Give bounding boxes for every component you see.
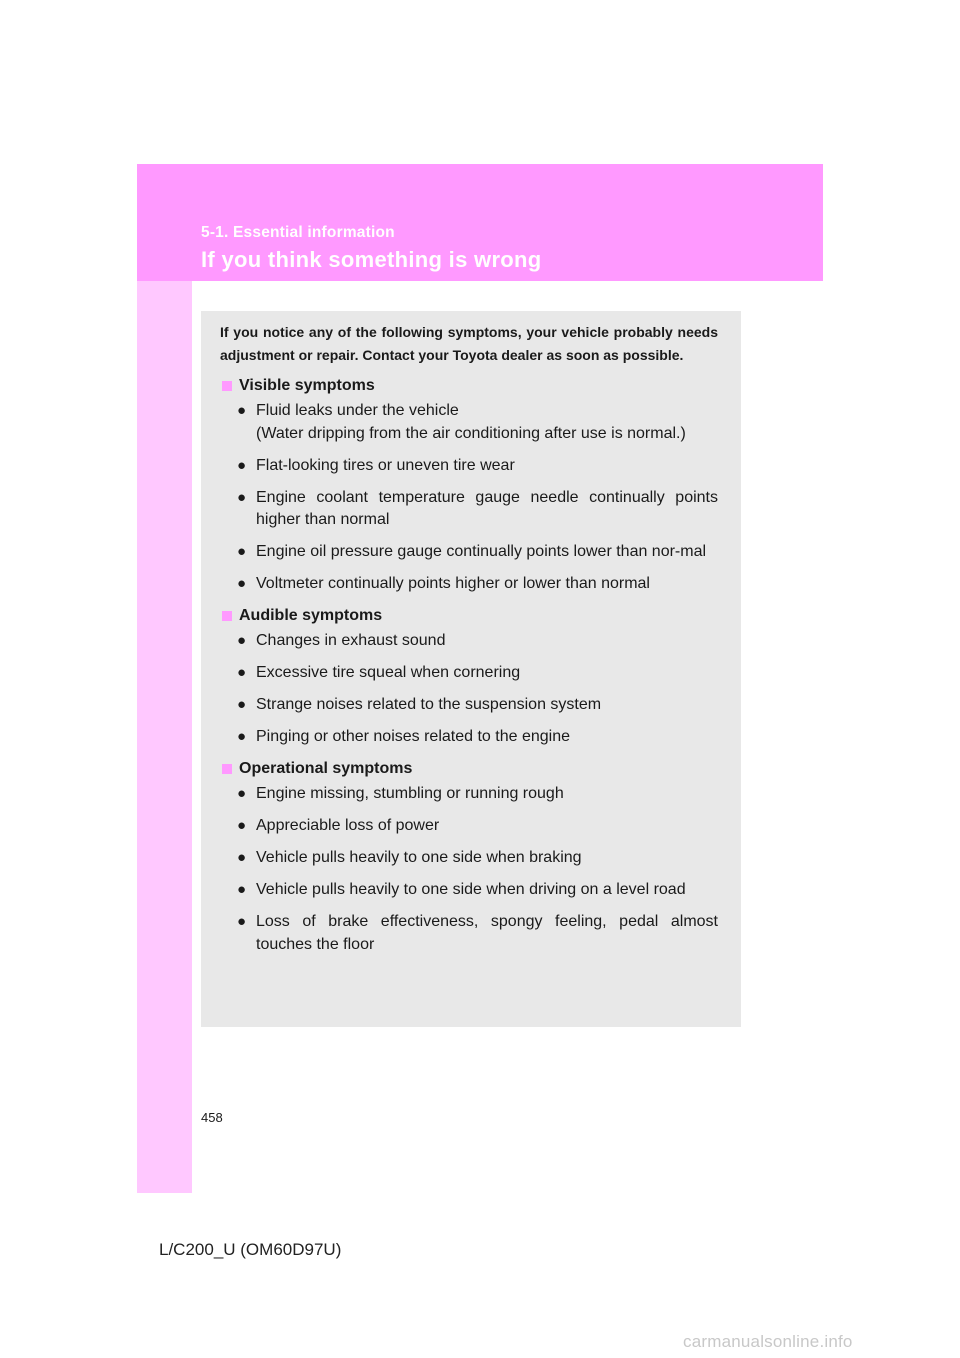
list-item bbox=[237, 573, 718, 596]
side-strip bbox=[137, 281, 192, 1193]
list-item-text: Engine oil pressure gauge continually points lower than nor-mal bbox=[256, 543, 707, 560]
list-item-text: Fluid leaks under the vehicle bbox=[256, 402, 459, 419]
bullet-icon: ● bbox=[237, 785, 247, 802]
list-item-text: Excessive tire squeal when cornering bbox=[256, 664, 521, 681]
list-item bbox=[237, 541, 718, 564]
list-item-text: Vehicle pulls heavily to one side when braking bbox=[256, 849, 582, 866]
category-heading bbox=[220, 605, 718, 627]
bullet-icon: ● bbox=[237, 913, 247, 930]
bullet-icon: ● bbox=[237, 817, 247, 834]
list-item-text: Strange noises related to the suspension system bbox=[256, 696, 602, 713]
bullet-icon: ● bbox=[237, 728, 247, 745]
list-item bbox=[237, 630, 718, 653]
list-item-text: Changes in exhaust sound bbox=[256, 632, 446, 649]
list-item bbox=[237, 911, 718, 956]
bullet-icon: ● bbox=[237, 456, 247, 474]
bullet-icon: ● bbox=[237, 575, 247, 592]
list-item-text: Engine missing, stumbling or running rough bbox=[256, 785, 564, 802]
square-marker-icon bbox=[222, 381, 232, 391]
bullet-icon: ● bbox=[237, 488, 247, 506]
list-item-text: Pinging or other noises related to the engine bbox=[256, 728, 570, 745]
list-item-text: Vehicle pulls heavily to one side when driving on a level road bbox=[256, 881, 686, 898]
section-label: 5-1. Essential information bbox=[201, 224, 395, 241]
list-item-text: Loss of brake effectiveness, spongy feeling, pedal almost touches the floor bbox=[256, 913, 718, 953]
list-item bbox=[237, 783, 718, 806]
square-marker-icon bbox=[222, 764, 232, 774]
watermark: carmanualsonline.info bbox=[683, 1332, 853, 1351]
list-item bbox=[237, 815, 718, 838]
category-heading bbox=[220, 375, 718, 397]
list-item bbox=[237, 694, 718, 717]
bullet-icon: ● bbox=[237, 543, 247, 560]
bullet-icon: ● bbox=[237, 402, 247, 419]
bullet-icon: ● bbox=[237, 696, 247, 713]
list-item-text: Engine coolant temperature gauge needle continually points higher than normal bbox=[256, 488, 718, 528]
list-item-text: Appreciable loss of power bbox=[256, 817, 440, 834]
list-item-note: (Water dripping from the air conditioning after use is normal.) bbox=[256, 424, 686, 442]
list-item-text: Flat-looking tires or uneven tire wear bbox=[256, 456, 515, 474]
list-item bbox=[237, 487, 718, 532]
category-heading bbox=[220, 758, 718, 780]
bullet-icon: ● bbox=[237, 632, 247, 649]
list-item-text: Voltmeter continually points higher or lower than normal bbox=[256, 575, 650, 592]
list-item bbox=[237, 726, 718, 749]
list-item bbox=[237, 400, 718, 445]
square-marker-icon bbox=[222, 611, 232, 621]
page-number: 458 bbox=[201, 1110, 223, 1125]
page-title: If you think something is wrong bbox=[201, 247, 542, 272]
category-title: Operational symptoms bbox=[239, 760, 413, 777]
list-item bbox=[237, 455, 718, 478]
symptoms-box bbox=[201, 311, 741, 1027]
intro-paragraph: If you notice any of the following symptoms, your vehicle probably needs adjustment or repair. Contact your Toyota dealer as soon as possible. bbox=[220, 324, 718, 363]
list-item bbox=[237, 847, 718, 870]
bullet-icon: ● bbox=[237, 849, 247, 866]
bullet-icon: ● bbox=[237, 664, 247, 681]
bullet-icon: ● bbox=[237, 881, 247, 898]
list-item bbox=[237, 662, 718, 685]
list-item bbox=[237, 879, 718, 902]
document-code: L/C200_U (OM60D97U) bbox=[159, 1240, 342, 1259]
category-title: Visible symptoms bbox=[239, 377, 375, 394]
category-title: Audible symptoms bbox=[239, 607, 383, 624]
